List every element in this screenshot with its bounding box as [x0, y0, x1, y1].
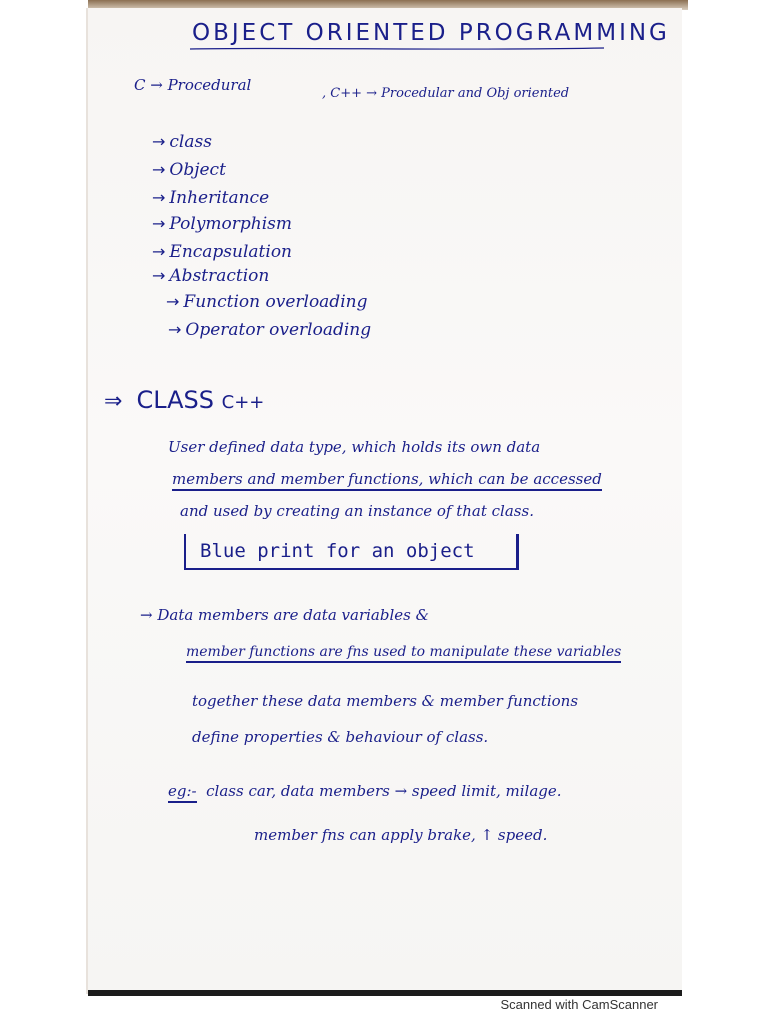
data-members-line-2: member functions are fns used to manipulate these variables [186, 644, 621, 663]
notebook-page [88, 8, 682, 994]
arrow-icon: → [152, 188, 166, 207]
list-item: → Inheritance [152, 188, 270, 208]
example-line-1: eg:- class car, data members → speed limit, milage. [168, 782, 562, 800]
c-procedural-note: C → Procedural [134, 76, 252, 94]
class-heading: ⇒ CLASS C++ [104, 386, 265, 414]
data-members-line-1: → Data members are data variables & [140, 606, 429, 624]
title-underline [188, 46, 608, 52]
list-item: → Abstraction [152, 266, 270, 286]
list-item: → Encapsulation [152, 242, 293, 262]
arrow-icon: → [152, 214, 166, 233]
arrow-icon: → [152, 160, 166, 179]
arrow-icon: → [152, 132, 166, 151]
class-definition-line-1: User defined data type, which holds its own data [168, 438, 541, 456]
together-line-2: define properties & behaviour of class. [192, 728, 489, 746]
arrow-icon: → [152, 242, 166, 261]
arrow-icon: → [168, 320, 182, 339]
together-line-1: together these data members & member functions [192, 692, 579, 710]
example-line-2: member fns can apply brake, ↑ speed. [254, 826, 548, 844]
arrow-icon: → [166, 292, 180, 311]
list-item: → class [152, 132, 212, 152]
blueprint-text: Blue print for an object [200, 540, 475, 562]
page-bottom-edge [88, 990, 682, 996]
background-left [0, 0, 88, 1000]
class-definition-line-3: and used by creating an instance of that class. [180, 502, 534, 520]
arrow-icon: → [152, 266, 166, 285]
scanner-watermark: Scanned with CamScanner [500, 997, 658, 1012]
cpp-note: , C++ → Procedular and Obj oriented [322, 86, 570, 101]
background-right [680, 0, 768, 1000]
list-item: → Operator overloading [168, 320, 372, 340]
list-item: → Function overloading [166, 292, 368, 312]
list-item: → Polymorphism [152, 214, 293, 234]
list-item: → Object [152, 160, 226, 180]
class-definition-line-2: members and member functions, which can be accessed [172, 470, 602, 491]
page-title: OBJECT ORIENTED PROGRAMMING [192, 20, 670, 46]
double-arrow-icon: ⇒ [104, 389, 123, 414]
